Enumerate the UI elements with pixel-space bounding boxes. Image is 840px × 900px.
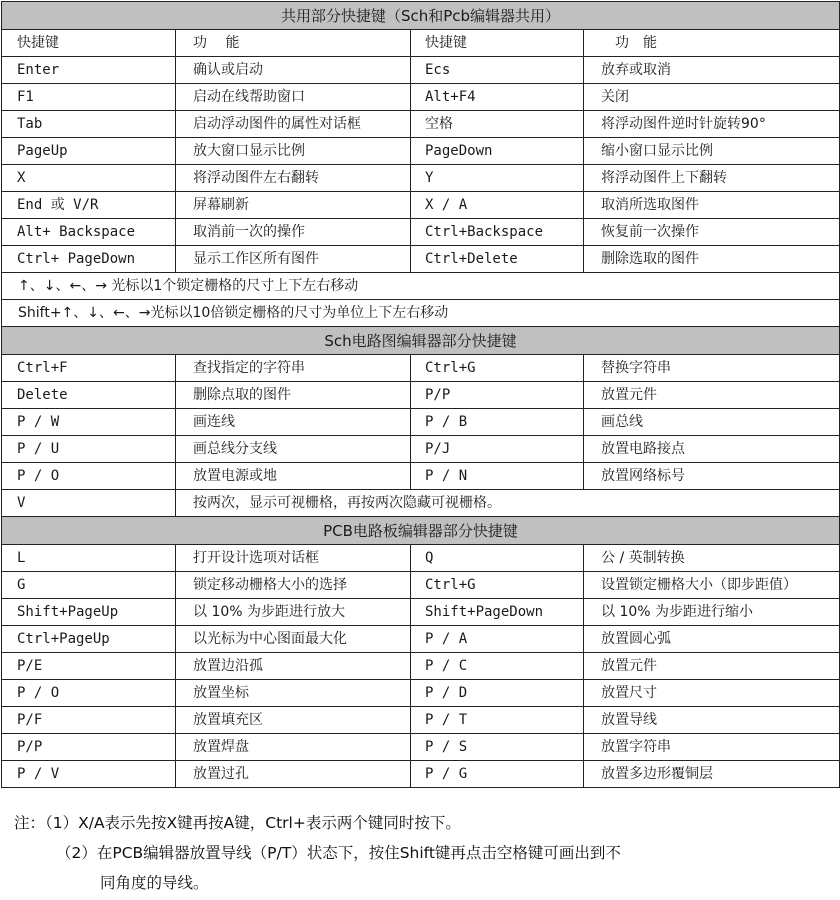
table-row <box>2 436 840 463</box>
shortcut-key: P / S <box>411 734 584 761</box>
shortcut-key: Shift+PageDown <box>411 599 584 626</box>
shortcut-key: P/P <box>411 382 584 409</box>
shortcut-key: End 或 V/R <box>2 192 176 219</box>
shortcut-function: 取消前一次的操作 <box>176 219 411 246</box>
shortcut-function: 放置圆心弧 <box>584 626 840 653</box>
shortcut-key: P / N <box>411 463 584 490</box>
shortcut-key: Ctrl+G <box>411 572 584 599</box>
shortcut-key: PageUp <box>2 138 176 165</box>
shortcut-key: Alt+F4 <box>411 84 584 111</box>
shortcut-function: 以 10% 为步距进行缩小 <box>584 599 840 626</box>
table-row <box>2 707 840 734</box>
shortcut-function: 将浮动图件左右翻转 <box>176 165 411 192</box>
shortcut-function: 屏幕刷新 <box>176 192 411 219</box>
column-header-function: 功 能 <box>176 30 411 57</box>
shortcut-function: 查找指定的字符串 <box>176 355 411 382</box>
table-row <box>2 246 840 273</box>
table-row <box>2 84 840 111</box>
shortcut-key: P / T <box>411 707 584 734</box>
table-row <box>2 409 840 436</box>
shortcut-function: 显示工作区所有图件 <box>176 246 411 273</box>
note-2: （2）在PCB编辑器放置导线（P/T）状态下，按住Shift键再点击空格键可画出到不 <box>56 844 621 862</box>
shortcut-function: 启动在线帮助窗口 <box>176 84 411 111</box>
section-header-sch <box>2 327 840 355</box>
shortcut-function: 放置元件 <box>584 653 840 680</box>
shortcut-function: 画连线 <box>176 409 411 436</box>
shortcut-function: 放置电源或地 <box>176 463 411 490</box>
shortcut-key: Ecs <box>411 57 584 84</box>
shortcut-key: G <box>2 572 176 599</box>
shortcut-key: Ctrl+PageUp <box>2 626 176 653</box>
table-row-wide <box>2 273 840 300</box>
shortcut-key: Tab <box>2 111 176 138</box>
table-row <box>2 219 840 246</box>
section-title: PCB电路板编辑器部分快捷键 <box>2 517 840 545</box>
table-row <box>2 761 840 788</box>
column-header-row <box>2 30 840 57</box>
shortcut-function: 放置填充区 <box>176 707 411 734</box>
shortcut-key: P / U <box>2 436 176 463</box>
shortcut-key: Shift+PageUp <box>2 599 176 626</box>
shortcut-function: 放置坐标 <box>176 680 411 707</box>
note-1: 注：（1）X/A表示先按X键再按A键，Ctrl+表示两个键同时按下。 <box>14 814 461 832</box>
column-header-function: 功 能 <box>584 30 840 57</box>
shortcut-function: 删除选取的图件 <box>584 246 840 273</box>
shortcut-function: 放置焊盘 <box>176 734 411 761</box>
shortcut-function: 取消所选取图件 <box>584 192 840 219</box>
table-row <box>2 355 840 382</box>
section-header-pcb <box>2 517 840 545</box>
shortcut-function: 画总线分支线 <box>176 436 411 463</box>
shortcut-key: X / A <box>411 192 584 219</box>
shortcut-function: 将浮动图件上下翻转 <box>584 165 840 192</box>
shortcut-function: 放置电路接点 <box>584 436 840 463</box>
shortcut-key: Enter <box>2 57 176 84</box>
shortcut-function: 公 / 英制转换 <box>584 545 840 572</box>
table-row <box>2 138 840 165</box>
shortcut-key: P / O <box>2 680 176 707</box>
shortcut-function: 以 10% 为步距进行放大 <box>176 599 411 626</box>
shortcut-function: 确认或启动 <box>176 57 411 84</box>
shortcut-key: Delete <box>2 382 176 409</box>
table-row <box>2 653 840 680</box>
shortcut-key: Ctrl+Delete <box>411 246 584 273</box>
shortcut-key: Ctrl+Backspace <box>411 219 584 246</box>
shortcut-function: 放置网络标号 <box>584 463 840 490</box>
shortcut-key: P / G <box>411 761 584 788</box>
shortcut-description: Shift+↑、↓、←、→光标以10倍锁定栅格的尺寸为单位上下左右移动 <box>2 300 840 327</box>
shortcut-function: 恢复前一次操作 <box>584 219 840 246</box>
shortcut-function: 替换字符串 <box>584 355 840 382</box>
table-row <box>2 599 840 626</box>
shortcut-key: L <box>2 545 176 572</box>
shortcut-key: Ctrl+F <box>2 355 176 382</box>
table-row <box>2 572 840 599</box>
table-row <box>2 111 840 138</box>
shortcut-key: P / D <box>411 680 584 707</box>
column-header-key: 快捷键 <box>411 30 584 57</box>
shortcut-key: P / O <box>2 463 176 490</box>
shortcut-function: 放置元件 <box>584 382 840 409</box>
shortcut-key: X <box>2 165 176 192</box>
shortcut-key: V <box>2 490 176 517</box>
section-header-common <box>2 2 840 30</box>
shortcut-key: PageDown <box>411 138 584 165</box>
notes <box>14 808 621 898</box>
table-row <box>2 626 840 653</box>
shortcut-key: P/F <box>2 707 176 734</box>
shortcut-function: 放弃或取消 <box>584 57 840 84</box>
table-row <box>2 192 840 219</box>
table-row <box>2 57 840 84</box>
table-row <box>2 680 840 707</box>
table-row <box>2 490 840 517</box>
table-row <box>2 463 840 490</box>
shortcut-key: Ctrl+ PageDown <box>2 246 176 273</box>
shortcut-function: 画总线 <box>584 409 840 436</box>
section-title: Sch电路图编辑器部分快捷键 <box>2 327 840 355</box>
table-row <box>2 545 840 572</box>
table-row <box>2 165 840 192</box>
shortcut-key: P/J <box>411 436 584 463</box>
column-header-key: 快捷键 <box>2 30 176 57</box>
shortcut-key: Y <box>411 165 584 192</box>
note-2-continued: 同角度的导线。 <box>100 874 209 892</box>
shortcut-function: 以光标为中心图面最大化 <box>176 626 411 653</box>
shortcut-function: 放置边沿孤 <box>176 653 411 680</box>
shortcut-table <box>1 1 840 788</box>
shortcut-function: 放置字符串 <box>584 734 840 761</box>
shortcut-key: Ctrl+G <box>411 355 584 382</box>
section-title: 共用部分快捷键（Sch和Pcb编辑器共用） <box>2 2 840 30</box>
shortcut-function: 打开设计选项对话框 <box>176 545 411 572</box>
shortcut-description: ↑、↓、←、→ 光标以1个锁定栅格的尺寸上下左右移动 <box>2 273 840 300</box>
shortcut-function: 放置导线 <box>584 707 840 734</box>
table-row-wide <box>2 300 840 327</box>
shortcut-key: Q <box>411 545 584 572</box>
shortcut-function: 按两次，显示可视栅格，再按两次隐藏可视栅格。 <box>176 490 840 517</box>
shortcut-key: F1 <box>2 84 176 111</box>
shortcut-function: 关闭 <box>584 84 840 111</box>
shortcut-key: P/E <box>2 653 176 680</box>
shortcut-key: Alt+ Backspace <box>2 219 176 246</box>
shortcut-function: 启动浮动图件的属性对话框 <box>176 111 411 138</box>
shortcut-function: 缩小窗口显示比例 <box>584 138 840 165</box>
shortcut-function: 设置锁定栅格大小（即步距值） <box>584 572 840 599</box>
shortcut-function: 将浮动图件逆时针旋转90° <box>584 111 840 138</box>
shortcut-key: P / W <box>2 409 176 436</box>
shortcut-function: 放置多边形覆铜层 <box>584 761 840 788</box>
shortcut-key: P / V <box>2 761 176 788</box>
shortcut-function: 删除点取的图件 <box>176 382 411 409</box>
table-row <box>2 734 840 761</box>
shortcut-key: P / C <box>411 653 584 680</box>
shortcut-function: 放大窗口显示比例 <box>176 138 411 165</box>
shortcut-function: 放置过孔 <box>176 761 411 788</box>
table-row <box>2 382 840 409</box>
shortcut-key: P/P <box>2 734 176 761</box>
shortcut-key: P / A <box>411 626 584 653</box>
shortcut-function: 放置尺寸 <box>584 680 840 707</box>
shortcut-key: P / B <box>411 409 584 436</box>
shortcut-key: 空格 <box>411 111 584 138</box>
shortcut-function: 锁定移动栅格大小的选择 <box>176 572 411 599</box>
